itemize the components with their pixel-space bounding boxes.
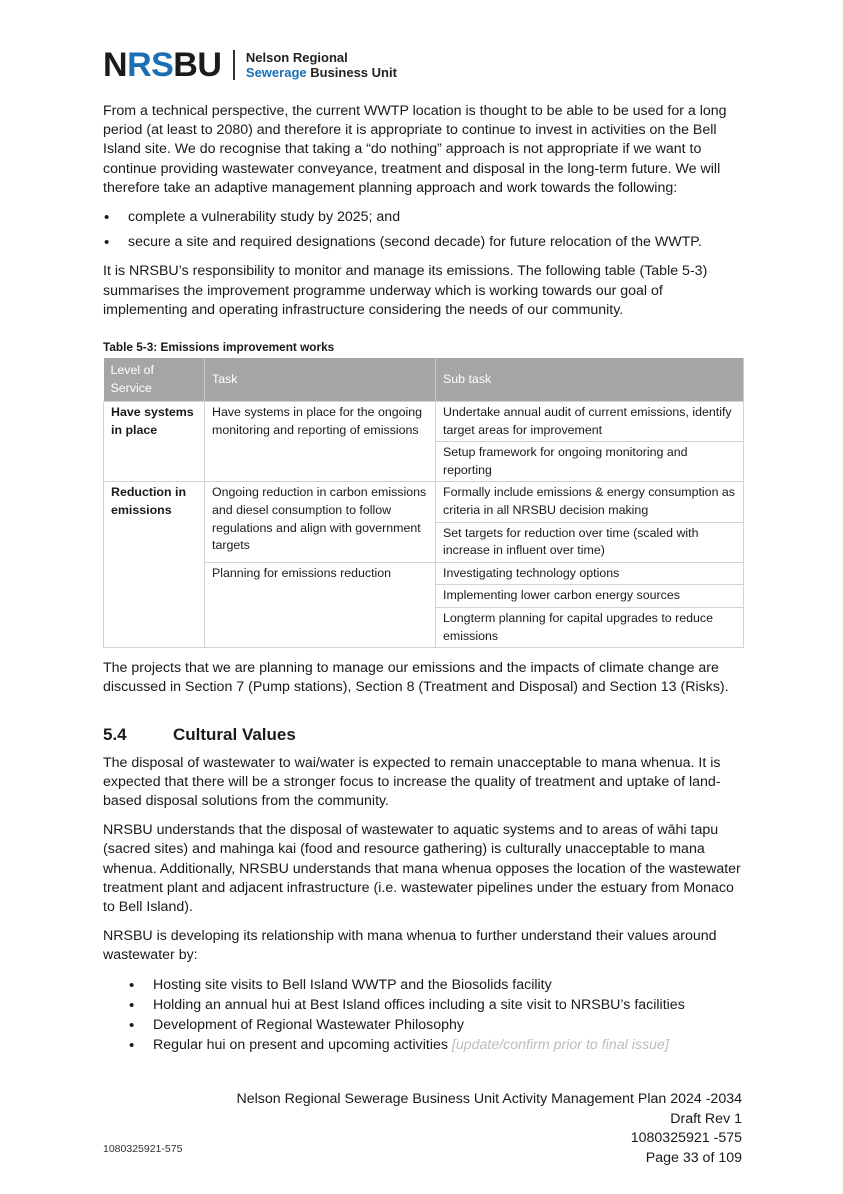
subtask-cell: Formally include emissions & energy consumption as criteria in all NRSBU decision making — [436, 482, 744, 522]
subtask-cell: Implementing lower carbon energy sources — [436, 585, 744, 608]
editorial-note: [update/confirm prior to final issue] — [451, 1037, 669, 1054]
los-cell: Reduction in emissions — [104, 482, 205, 648]
relationship-list — [103, 976, 745, 1056]
paragraph-understanding: NRSBU understands that the disposal of wastewater to aquatic systems and to areas of wāhi tapu (sacred sites) and mahinga kai (food and resource gathering) is culturally unacceptable to mana whenua. Additionally, NRSBU understands that mana whenua opposes the location of the wastewater treatment plant and adjacent infrastructure (i.e. wastewater pipelines under the estuary from Monaco to Bell Island). — [103, 822, 741, 915]
subtask-cell: Setup framework for ongoing monitoring and reporting — [436, 442, 744, 482]
footer-doc-id: 1080325921-575 — [103, 1143, 183, 1155]
table-caption: Table 5-3: Emissions improvement works — [103, 340, 335, 355]
subtask-cell: Investigating technology options — [436, 562, 744, 585]
list-item: • Holding an annual hui at Best Island offices including a site visit to NRSBU’s facilities — [103, 996, 745, 1015]
footer-revision: Draft Rev 1 — [670, 1110, 742, 1127]
header-level-of-service: Level of Service — [104, 358, 205, 402]
list-item: • Regular hui on present and upcoming activities [update/confirm prior to final issue] — [103, 1036, 745, 1055]
main-content — [103, 102, 745, 1065]
footer-doc-number: 1080325921 -575 — [630, 1130, 742, 1147]
paragraph-disposal: The disposal of wastewater to wai/water is expected to remain unacceptable to mana whenua. It is expected that there will be a stronger focus to increase the quality of treatment and uptake of land-based disposal solutions from the community. — [103, 754, 721, 809]
table-header-row — [104, 358, 744, 402]
logo-divider — [233, 50, 235, 80]
task-cell: Have systems in place for the ongoing monitoring and reporting of emissions — [205, 402, 436, 482]
los-cell: Have systems in place — [104, 402, 205, 482]
table-row — [104, 402, 744, 442]
list-item: • complete a vulnerability study by 2025; and — [103, 208, 745, 227]
list-item: • secure a site and required designations (second decade) for future relocation of the WWTP. — [103, 233, 745, 252]
page-footer — [236, 1090, 742, 1168]
section-heading — [103, 724, 745, 746]
task-cell: Planning for emissions reduction — [205, 562, 436, 647]
section-number: 5.4 — [103, 724, 127, 744]
task-cell: Ongoing reduction in carbon emissions and diesel consumption to follow regulations and align with government targets — [205, 482, 436, 562]
paragraph-emissions: It is NRSBU’s responsibility to monitor and manage its emissions. The following table (Table 5-3) summarises the improvement programme underway which is working towards our goal of implementing and operating infrastructure considering the needs of our community. — [103, 263, 708, 318]
logo-subtitle: Nelson Regional Sewerage Business Unit — [245, 50, 397, 80]
paragraph-relationship: NRSBU is developing its relationship with mana whenua to further understand their values around wastewater by: — [103, 928, 717, 964]
paragraph-projects: The projects that we are planning to manage our emissions and the impacts of climate change are discussed in Section 7 (Pump stations), Section 8 (Treatment and Disposal) and Section 13 (Risks). — [103, 660, 729, 696]
nrsbu-logo — [103, 48, 397, 82]
subtask-cell: Undertake annual audit of current emissions, identify target areas for improvement — [436, 402, 744, 442]
header-task: Task — [205, 358, 436, 402]
section-title: Cultural Values — [173, 724, 296, 744]
logo-wordmark: NRSBU — [103, 46, 222, 84]
header-sub-task: Sub task — [436, 358, 744, 402]
action-list — [103, 208, 745, 252]
footer-plan-title: Nelson Regional Sewerage Business Unit Activity Management Plan 2024 -2034 — [236, 1091, 742, 1107]
footer-page-number: Page 33 of 109 — [645, 1149, 742, 1166]
subtask-cell: Longterm planning for capital upgrades to reduce emissions — [436, 607, 744, 647]
emissions-table — [103, 358, 744, 648]
subtask-cell: Set targets for reduction over time (scaled with increase in influent over time) — [436, 522, 744, 562]
list-item: • Hosting site visits to Bell Island WWTP and the Biosolids facility — [103, 976, 745, 995]
table-row — [104, 482, 744, 522]
paragraph-location: From a technical perspective, the current WWTP location is thought to be able to be used for a long period (at least to 2080) and therefore it is appropriate to continue to invest in activities on the Bell Island site. We do recognise that taking a “do nothing” approach is not appropriate if we want to continue providing wastewater conveyance, treatment and disposal in the long-term future. We will therefore take an adaptive management planning approach and work towards the following: — [103, 103, 727, 196]
list-item: • Development of Regional Wastewater Philosophy — [103, 1016, 745, 1035]
